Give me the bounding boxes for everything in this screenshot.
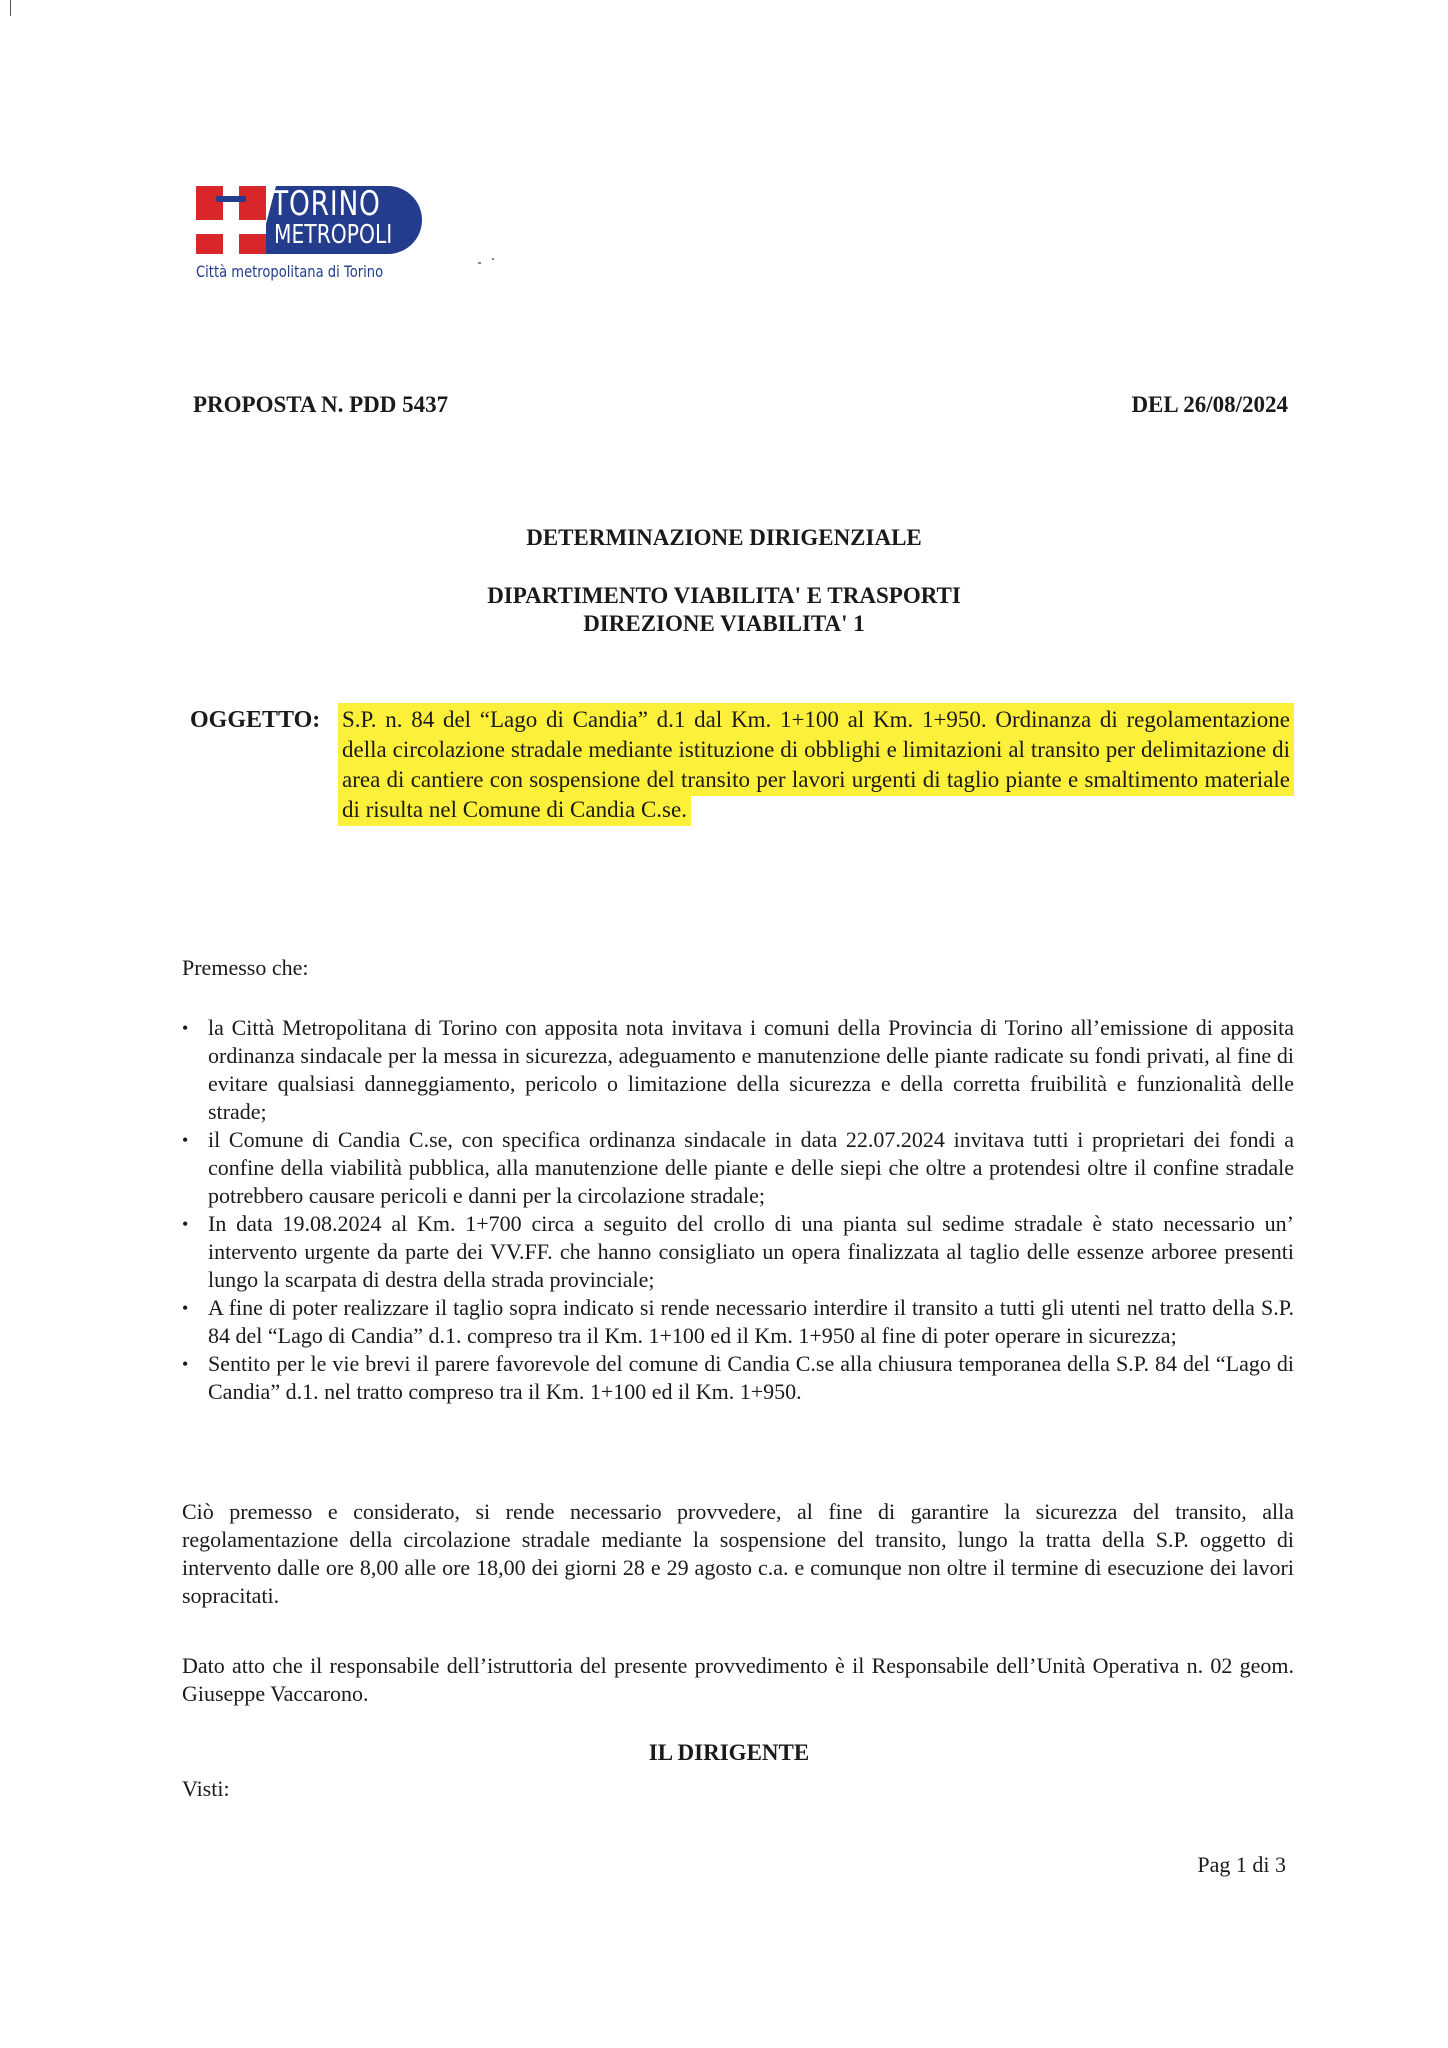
list-item [178, 1126, 1294, 1210]
list-item-text: il Comune di Candia C.se, con specifica ordinanza sindacale in data 22.07.2024 invitava tutti i proprietari dei fondi a confine della viabilità pubblica, alla manutenzione delle piante e delle siepi che oltre a protendesi oltre il confine stradale potrebbero causare pericoli e danni per la circolazione stradale; [208, 1127, 1294, 1208]
bullet-icon: • [182, 1298, 189, 1318]
direction-title: DIREZIONE VIABILITA' 1 [583, 611, 865, 636]
bullet-icon: • [182, 1130, 189, 1150]
premesso-label: Premesso che: [182, 955, 309, 980]
scan-speck [492, 258, 494, 260]
list-item-text: In data 19.08.2024 al Km. 1+700 circa a seguito del crollo di una pianta sul sedime stradale è stato necessario un’ intervento urgente da parte dei VV.FF. che hanno consigliato un opera finalizzata al taglio delle essenze arboree presenti lungo la scarpata di destra della strada provinciale; [208, 1211, 1294, 1292]
list-item-text: la Città Metropolitana di Torino con apposita nota invitava i comuni della Provincia di Torino all’emissione di apposita ordinanza sindacale per la messa in sicurezza, adeguamento e manutenzione delle piante radicate su fondi privati, al fine di evitare qualsiasi danneggiamento, pericolo o limitazione della sicurezza e della corretta fruibilità e funzionalità delle strade; [208, 1015, 1294, 1124]
crown-icon [216, 196, 246, 202]
savoy-cross-icon [196, 186, 266, 254]
list-item [178, 1014, 1294, 1126]
responsible-paragraph: Dato atto che il responsabile dell’istruttoria del presente provvedimento è il Responsabile dell’Unità Operativa n. 02 geom. Giuseppe Vaccarono. [182, 1653, 1294, 1706]
department-title: DIPARTIMENTO VIABILITA' E TRASPORTI [487, 583, 961, 608]
list-item-text: Sentito per le vie brevi il parere favorevole del comune di Candia C.se alla chiusura temporanea della S.P. 84 del “Lago di Candia” d.1. nel tratto compreso tra il Km. 1+100 ed il Km. 1+950. [208, 1351, 1294, 1404]
bullet-icon: • [182, 1018, 189, 1038]
logo-line2: METROPOLI [274, 220, 393, 250]
list-item [178, 1294, 1294, 1350]
page-number: Pag 1 di 3 [1197, 1852, 1286, 1877]
proposal-date: DEL 26/08/2024 [1131, 392, 1288, 417]
bullet-icon: • [182, 1354, 189, 1374]
visti-label: Visti: [182, 1776, 230, 1801]
premises-list [178, 1014, 1294, 1406]
bullet-icon: • [182, 1214, 189, 1234]
highlighted-subject-text: S.P. n. 84 del “Lago di Candia” d.1 dal Km. 1+100 al Km. 1+950. Ordinanza di regolamentazione della circolazione stradale mediante istituzione di obblighi e limitazioni al transito per delimitazione di area di cantiere con sospensione del transito per lavori urgenti di taglio piante e smaltimento materiale di risulta nel Comune di Candia C.se. [342, 707, 1290, 822]
logo-badge [196, 186, 422, 254]
subject-text-block [342, 705, 1290, 825]
document-type-title: DETERMINAZIONE DIRIGENZIALE [526, 525, 922, 550]
subject-label: OGGETTO: [190, 707, 321, 733]
logo-line1: TORINO [272, 184, 381, 224]
list-item [178, 1350, 1294, 1406]
scan-artifact [10, 0, 11, 16]
proposal-number: PROPOSTA N. PDD 5437 [193, 392, 449, 417]
list-item [178, 1210, 1294, 1294]
considerations-paragraph: Ciò premesso e considerato, si rende necessario provvedere, al fine di garantire la sicurezza del transito, alla regolamentazione della circolazione stradale mediante la sospensione del transito, lungo la tratta della S.P. oggetto di intervento dalle ore 8,00 alle ore 18,00 dei giorni 28 e 29 agosto c.a. e comunque non oltre il termine di esecuzione dei lavori sopracitati. [182, 1499, 1294, 1608]
logo-subtitle: Città metropolitana di Torino [196, 262, 384, 281]
list-item-text: A fine di poter realizzare il taglio sopra indicato si rende necessario interdire il transito a tutti gli utenti nel tratto della S.P. 84 del “Lago di Candia” d.1. compreso tra il Km. 1+100 ed il Km. 1+950 al fine di poter operare in sicurezza; [208, 1295, 1294, 1348]
torino-metropoli-logo [196, 186, 424, 286]
signatory-heading: IL DIRIGENTE [648, 1740, 810, 1765]
scan-speck [478, 262, 481, 264]
